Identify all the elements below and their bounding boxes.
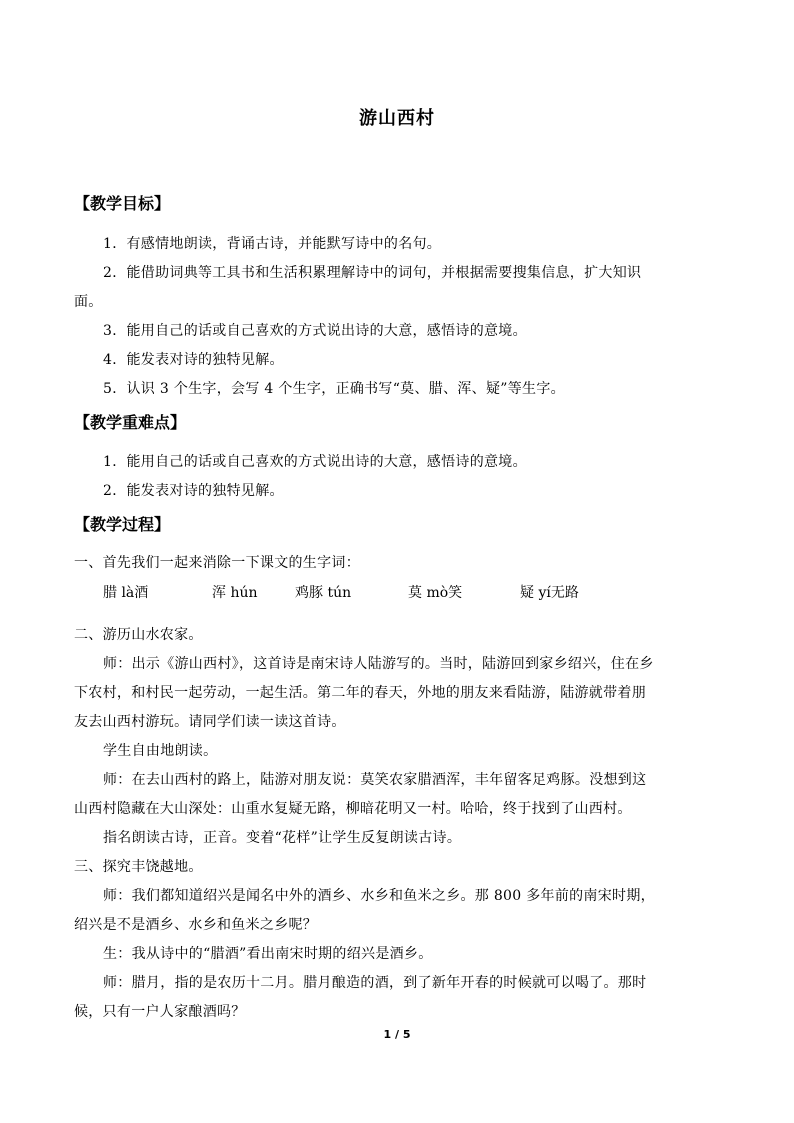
page-number: 1 / 5	[383, 1028, 411, 1041]
vocab-word: 浑 hún	[212, 585, 258, 601]
paragraph-line: 生：我从诗中的“腊酒”看出南宋时期的绍兴是酒乡。	[103, 946, 433, 962]
objective-item-continued: 面。	[74, 294, 103, 310]
key-points-heading: 【教学重难点】	[74, 413, 187, 432]
page-title: 游山西村	[359, 108, 435, 129]
objectives-heading: 【教学目标】	[74, 194, 171, 213]
process-step-heading: 三、探究丰饶越地。	[74, 859, 203, 875]
vocab-word: 莫 mò笑	[408, 585, 463, 601]
paragraph-line: 师：我们都知道绍兴是闻名中外的酒乡、水乡和鱼米之乡。那 800 多年前的南宋时期，	[103, 888, 655, 904]
objective-item: 4．能发表对诗的独特见解。	[103, 352, 284, 368]
objective-item: 5．认识 3 个生字，会写 4 个生字，正确书写“莫、腊、浑、疑”等生字。	[103, 381, 565, 397]
paragraph-line: 候，只有一户人家酿酒吗？	[74, 1004, 246, 1020]
process-heading: 【教学过程】	[74, 515, 171, 534]
key-point-item: 1．能用自己的话或自己喜欢的方式说出诗的大意，感悟诗的意境。	[103, 454, 527, 470]
process-step-heading: 二、游历山水农家。	[74, 627, 203, 643]
key-point-item: 2．能发表对诗的独特见解。	[103, 483, 284, 499]
paragraph-line: 友去山西村游玩。请同学们读一读这首诗。	[74, 714, 346, 730]
vocab-word: 鸡豚 tún	[295, 585, 352, 601]
paragraph-line: 绍兴是不是酒乡、水乡和鱼米之乡呢？	[74, 917, 318, 933]
objective-item: 3．能用自己的话或自己喜欢的方式说出诗的大意，感悟诗的意境。	[103, 323, 527, 339]
paragraph-line: 学生自由地朗读。	[103, 743, 218, 759]
paragraph-line: 指名朗读古诗，正音。变着“花样”让学生反复朗读古诗。	[103, 830, 462, 846]
paragraph-line: 师：腊月，指的是农历十二月。腊月酿造的酒，到了新年开春的时候就可以喝了。那时	[103, 975, 647, 991]
paragraph-line: 师：在去山西村的路上，陆游对朋友说：莫笑农家腊酒浑，丰年留客足鸡豚。没想到这	[103, 772, 647, 788]
process-step-heading: 一、首先我们一起来消除一下课文的生字词：	[74, 555, 360, 571]
paragraph-line: 师：出示《游山西村》，这首诗是南宋诗人陆游写的。当时，陆游回到家乡绍兴，住在乡	[103, 656, 654, 672]
objective-item: 1．有感情地朗读，背诵古诗，并能默写诗中的名句。	[103, 236, 442, 252]
paragraph-line: 山西村隐藏在大山深处：山重水复疑无路，柳暗花明又一村。哈哈，终于找到了山西村。	[74, 801, 632, 817]
vocab-word: 疑 yí无路	[520, 585, 579, 601]
paragraph-line: 下农村，和村民一起劳动，一起生活。第二年的春天，外地的朋友来看陆游，陆游就带着朋	[74, 685, 646, 701]
vocab-word: 腊 là酒	[103, 585, 149, 601]
objective-item: 2．能借助词典等工具书和生活积累理解诗中的词句，并根据需要搜集信息，扩大知识	[103, 265, 642, 281]
